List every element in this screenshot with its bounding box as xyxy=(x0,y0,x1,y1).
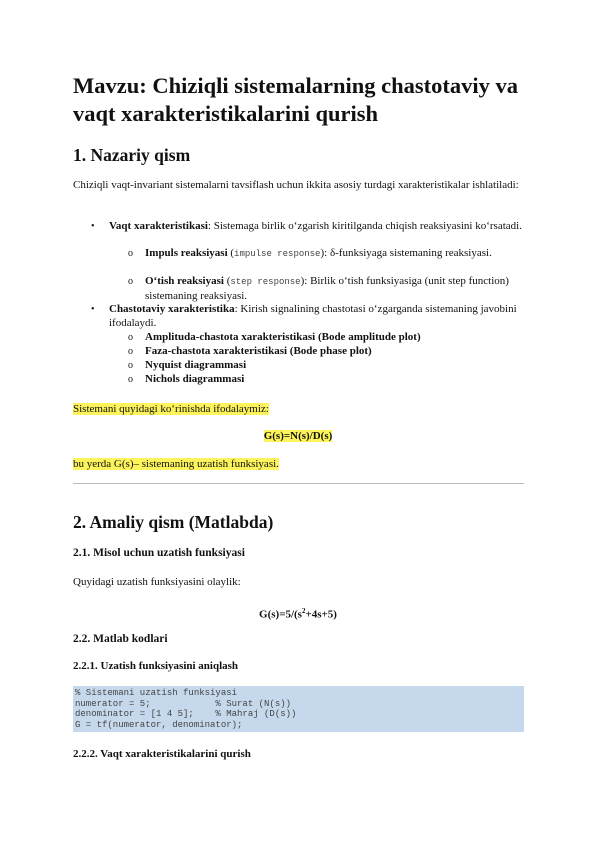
code-line: numerator = 5; % Surat (N(s)) xyxy=(75,698,292,709)
code-line: % Sistemani uzatish funksiyasi xyxy=(75,688,238,698)
bullet-description: : Sistemaga birlik o‘zgarish kiritilganda chiqish reaksiyasini ko‘rsatadi. xyxy=(207,220,522,232)
formula-transfer-example xyxy=(0,604,596,622)
example-paragraph: Quyidagi uzatish funksiyasini olaylik: xyxy=(73,576,241,588)
code-block xyxy=(73,686,524,732)
intro-paragraph: Chiziqli vaqt-invariant sistemalarni tavsiflash uchun ikkita asosiy turdagi xarakteristikalar ishlatiladi: xyxy=(73,179,519,191)
bullet-description: : Kirish signalining chastotasi o‘zgarganda sistemaning javobini ifodalaydi. xyxy=(109,303,517,329)
subitem-description: ): Birlik o‘tish funksiyasiga (unit step function) sistemaning reaksiyasi. xyxy=(145,275,509,302)
circle-marker: o xyxy=(128,374,133,385)
formula-exponent: 2 xyxy=(301,607,306,615)
bullet-item-time-characteristic xyxy=(109,219,524,233)
subitem-bode-phase xyxy=(145,344,520,358)
subitem-term: Impuls reaksiyasi xyxy=(145,247,228,259)
circle-marker: o xyxy=(128,346,133,357)
bullet-item-frequency-characteristic xyxy=(109,302,524,330)
horizontal-divider xyxy=(73,483,524,484)
formula-transfer-general xyxy=(0,429,596,443)
subitem-term: Nyquist diagrammasi xyxy=(145,359,247,371)
subitem-bode-amplitude xyxy=(145,330,520,344)
subitem-impulse-response xyxy=(145,246,520,261)
subitem-term: O‘tish reaksiyasi xyxy=(145,275,224,287)
bullet-term: Chastotaviy xarakteristika xyxy=(109,303,235,315)
subitem-nichols xyxy=(145,372,520,386)
circle-marker: o xyxy=(128,276,133,287)
highlight-system-form xyxy=(73,402,269,416)
subitem-term: Faza-chastota xarakteristikasi (Bode phase plot) xyxy=(145,345,372,357)
subitem-nyquist xyxy=(145,358,520,372)
formula-text: G(s)=N(s)/D(s) xyxy=(263,430,333,442)
subheading-matlab-codes: 2.2. Matlab kodlari xyxy=(73,633,168,645)
section-heading-theory: 1. Nazariy qism xyxy=(73,145,191,165)
subitem-description: ): δ-funksiyaga sistemaning reaksiyasi. xyxy=(320,247,492,259)
circle-marker: o xyxy=(128,332,133,343)
subitem-term: Nichols diagrammasi xyxy=(145,373,245,385)
bullet-marker: • xyxy=(91,304,95,315)
inline-code: impulse response xyxy=(234,249,321,259)
subheading-example: 2.1. Misol uchun uzatish funksiyasi xyxy=(73,547,245,559)
highlighted-text: Sistemani quyidagi ko‘rinishda ifodalaymiz: xyxy=(73,403,269,415)
subheading-time-plots: 2.2.2. Vaqt xarakteristikalarini qurish xyxy=(73,748,251,760)
bullet-marker: • xyxy=(91,221,95,232)
formula-part: G(s)=5/(s xyxy=(259,608,302,621)
code-line: G = tf(numerator, denominator); xyxy=(75,719,243,730)
paren-open: ( xyxy=(227,247,235,259)
formula-part: +4s+5) xyxy=(305,608,337,621)
circle-marker: o xyxy=(128,360,133,371)
circle-marker: o xyxy=(128,248,133,259)
highlighted-text: bu yerda G(s)– sistemaning uzatish funksiyasi. xyxy=(73,458,279,470)
bullet-term: Vaqt xarakteristikasi xyxy=(109,220,208,232)
section-heading-practice: 2. Amaliy qism (Matlabda) xyxy=(73,512,274,532)
inline-code: step response xyxy=(230,277,301,287)
subheading-define-tf: 2.2.1. Uzatish funksiyasini aniqlash xyxy=(73,660,239,672)
paren-open: ( xyxy=(223,275,231,287)
code-line: denominator = [1 4 5]; % Mahraj (D(s)) xyxy=(75,709,297,719)
document-title: Mavzu: Chiziqli sistemalarning chastotaviy va vaqt xarakteristikalarini qurish xyxy=(73,73,518,126)
subitem-term: Amplituda-chastota xarakteristikasi (Bode amplitude plot) xyxy=(145,331,421,343)
highlight-where xyxy=(73,457,279,471)
subitem-step-response xyxy=(145,274,520,303)
